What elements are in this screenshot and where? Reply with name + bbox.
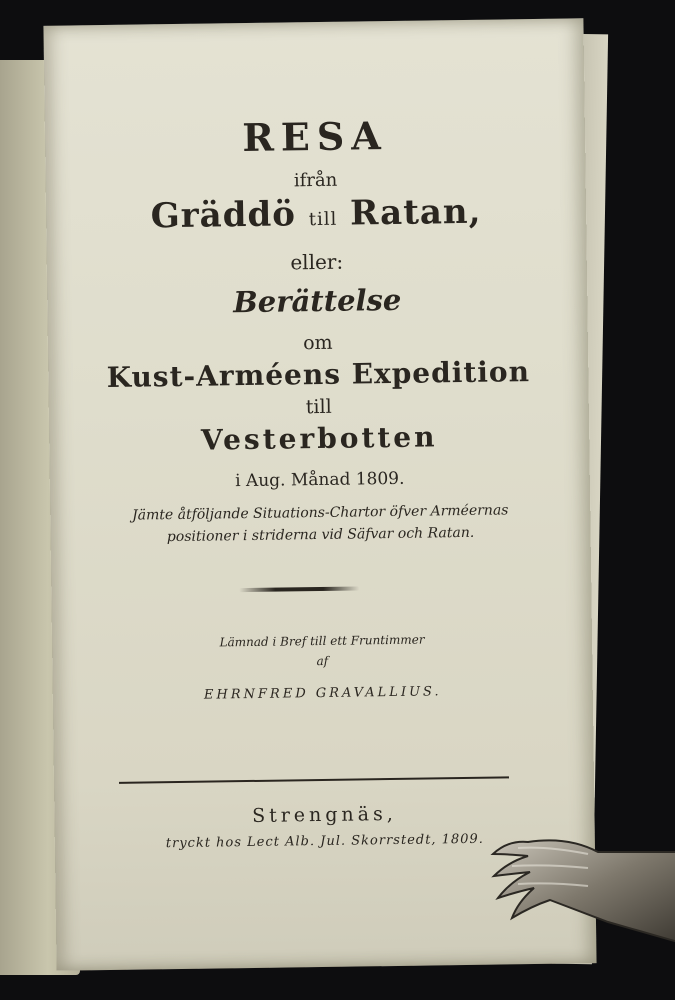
- route-end: Ratan,: [349, 191, 482, 234]
- to-word: till: [305, 395, 332, 419]
- region-line: Vesterbotten: [200, 420, 438, 457]
- imprint-rule: [119, 776, 509, 783]
- date-line: i Aug. Månad 1809.: [234, 468, 405, 492]
- route-till: till: [308, 208, 338, 231]
- or-word: eller:: [290, 249, 344, 275]
- imprint-printer: tryckt hos Lect Alb. Jul. Skorrstedt, 1809.: [165, 831, 484, 852]
- route-line: [46, 190, 587, 238]
- about-word: om: [302, 331, 333, 355]
- route-start: Gräddö: [150, 194, 297, 237]
- dedication-line: Lämnad i Bref till ett Fruntimmer: [219, 632, 425, 650]
- expedition-line: Kust-Arméens Expedition: [106, 355, 531, 394]
- subtitle: Berättelse: [233, 282, 402, 320]
- by-word: af: [316, 653, 329, 669]
- from-word: ifrån: [293, 169, 338, 192]
- title-page: [43, 18, 596, 970]
- ornamental-rule: [239, 586, 359, 592]
- metal-hand-bookend: [488, 832, 675, 952]
- author-name: EHRNFRED GRAVALLIUS.: [203, 684, 442, 703]
- imprint-place: Strengnäs,: [251, 802, 397, 827]
- supplement-line-2: positioner i striderna vid Säfvar och Ratan.: [166, 524, 475, 546]
- supplement-line-1: Jämte åtföljande Situations-Chartor öfver Arméernas: [131, 502, 509, 524]
- book-title: RESA: [241, 113, 389, 161]
